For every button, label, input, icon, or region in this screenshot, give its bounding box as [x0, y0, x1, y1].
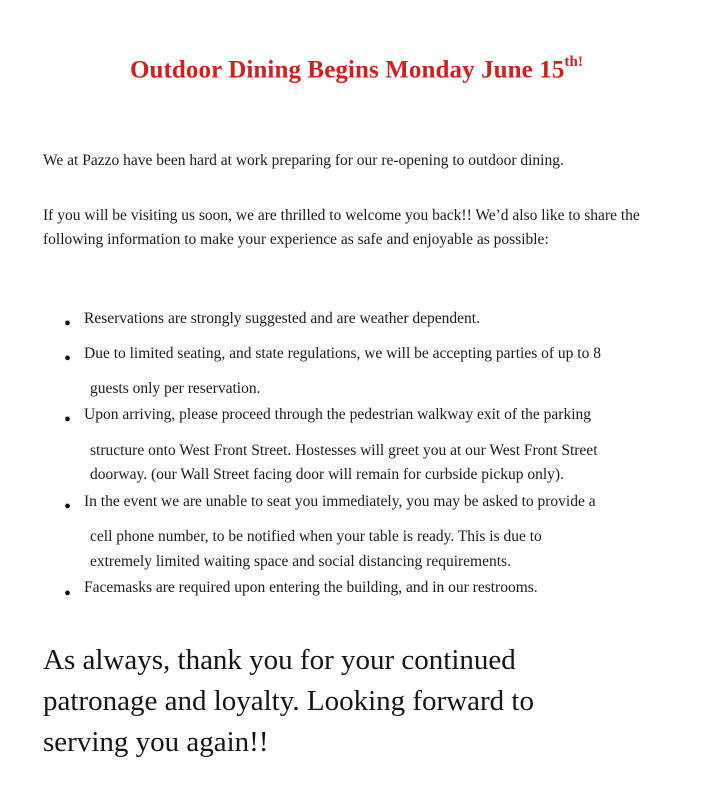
closing-line-3: serving you again!!: [43, 726, 269, 758]
intro-paragraph-2: If you will be visiting us soon, we are thrilled to welcome you back!! We’d also like to share the following information to make your experience as safe and enjoyable as possible:: [43, 207, 640, 248]
closing-line-2: patronage and loyalty. Looking forward to: [43, 685, 534, 717]
bullet-3-line-2: structure onto West Front Street. Hostesses will greet you at our West Front Street: [90, 442, 598, 459]
bullet-2-line-1: Due to limited seating, and state regulations, we will be accepting parties of up to 8: [84, 345, 601, 362]
bullet-dot-icon: •: [64, 496, 72, 518]
closing-line-1: As always, thank you for your continued: [43, 644, 516, 676]
bullet-dot-icon: •: [64, 313, 72, 335]
bullet-3-line-1: Upon arriving, please proceed through the pedestrian walkway exit of the parking: [84, 406, 592, 423]
page-title: [0, 56, 713, 84]
bullet-4-line-2: cell phone number, to be notified when your table is ready. This is due to: [90, 528, 542, 545]
bullet-2-line-2: guests only per reservation.: [90, 380, 261, 397]
bullet-4-line-3: extremely limited waiting space and social distancing requirements.: [90, 553, 511, 570]
bullet-dot-icon: •: [64, 583, 72, 605]
bullet-3-line-3: doorway. (our Wall Street facing door will remain for curbside pickup only).: [90, 466, 564, 483]
closing-message: [43, 640, 683, 763]
bullet-5-line-1: Facemasks are required upon entering the building, and in our restrooms.: [84, 579, 538, 596]
title-text: Outdoor Dining Begins Monday June 15: [129, 56, 565, 84]
bullet-4-line-1: In the event we are unable to seat you immediately, you may be asked to provide a: [84, 493, 596, 510]
bullet-dot-icon: •: [64, 409, 72, 431]
intro-paragraph-1: We at Pazzo have been hard at work preparing for our re-opening to outdoor dining.: [43, 152, 564, 169]
title-suffix: th!: [564, 54, 584, 70]
bullet-dot-icon: •: [64, 348, 72, 370]
bullet-1-line-1: Reservations are strongly suggested and are weather dependent.: [84, 310, 480, 327]
